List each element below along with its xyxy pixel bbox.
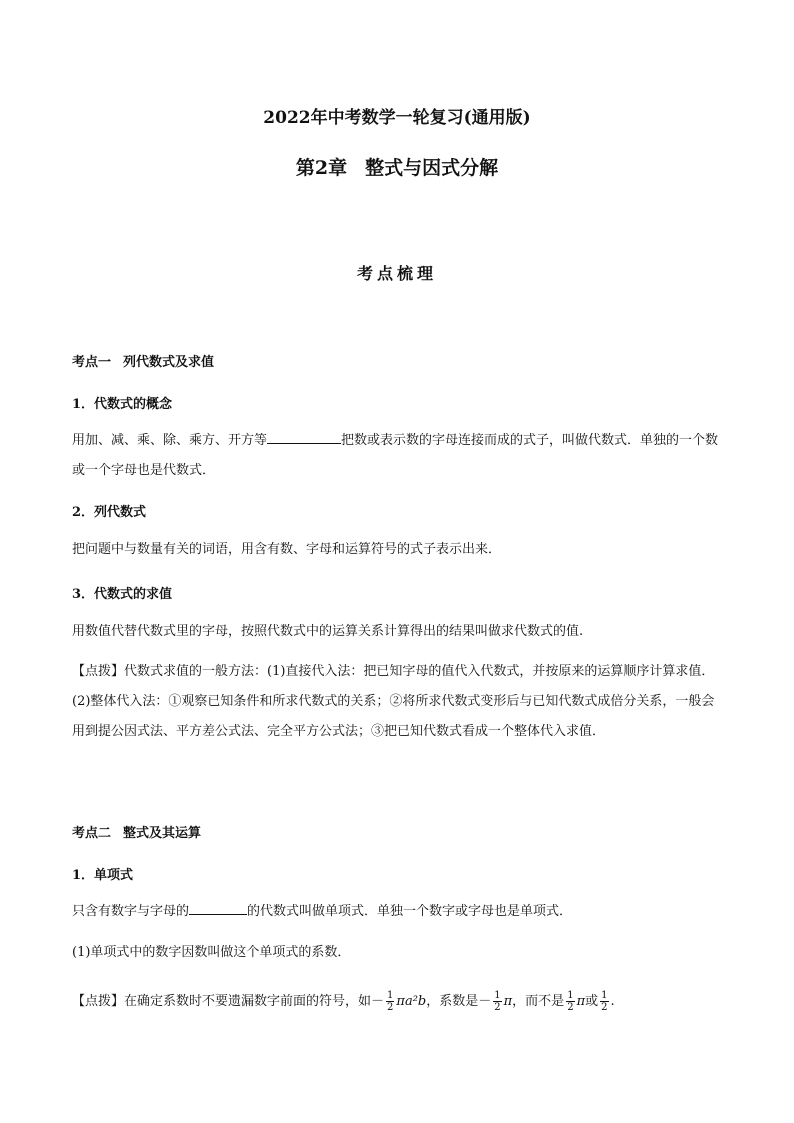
kp2-tip-text-c: ，而不是 (512, 994, 565, 1009)
kp1-s2-paragraph: 把问题中与数量有关的词语，用含有数、字母和运算符号的式子表示出来． (72, 542, 502, 557)
kp2-heading-name: 整式及其运算 (123, 826, 202, 841)
pi-symbol: π (576, 994, 586, 1009)
kp2-item1: (1)单项式中的数字因数叫做这个单项式的系数． (72, 945, 351, 960)
fraction-denominator: 2 (601, 1002, 608, 1013)
kp2-heading (72, 822, 201, 841)
kp1-heading-name: 列代数式及求值 (123, 355, 215, 370)
kp2-s1-paragraph (72, 897, 724, 927)
fraction-numerator: 1 (387, 990, 394, 1001)
pi-symbol: π (503, 994, 513, 1009)
kp2-s1-title: 1．单项式 (72, 868, 134, 883)
kp1-s1-paragraph (72, 426, 724, 486)
end-period: . (610, 994, 615, 1009)
kp1-s3-paragraph: 用数值代替代数式里的字母，按照代数式中的运算关系计算得出的结果叫做求代数式的值. (72, 624, 584, 639)
kp1-s2-title: 2．列代数式 (72, 505, 147, 520)
kp1-tip-paragraph (72, 657, 724, 747)
kp2-heading-number: 考点二 (72, 826, 112, 841)
fraction-one-half (493, 990, 501, 1013)
kp2-tip-paragraph (72, 982, 724, 1022)
fraction-denominator: 2 (494, 1002, 501, 1013)
section-heading: 考点梳理 (356, 264, 437, 283)
kp1-s1-title: 1．代数式的概念 (72, 397, 173, 412)
fraction-numerator: 1 (567, 990, 574, 1001)
chapter-number: 第2章 (295, 157, 348, 179)
kp2-tip-text-b: ，系数是－ (426, 994, 492, 1009)
expression-pi-a2b: πa²b (396, 994, 427, 1009)
chapter-title (0, 153, 794, 180)
fraction-numerator: 1 (494, 990, 501, 1001)
fraction-one-half (600, 990, 608, 1013)
kp2-s1-text-a: 只含有数字与字母的 (72, 904, 190, 919)
kp1-heading-number: 考点一 (72, 355, 112, 370)
kp2-tip-text-a: 在确定系数时不要遗漏数字前面的符号，如－ (124, 994, 385, 1009)
fraction-denominator: 2 (387, 1002, 394, 1013)
chapter-name: 整式与因式分解 (365, 157, 499, 179)
kp1-s1-text-a: 用加、减、乘、除、乘方、开方等 (72, 433, 268, 448)
fill-in-blank (267, 429, 341, 444)
document-title: 2022年中考数学一轮复习(通用版) (263, 108, 531, 128)
tip-label: 【点拨】 (72, 664, 125, 679)
kp2-s1-text-b: 的代数式叫做单项式．单独一个数字或字母也是单项式． (247, 904, 573, 919)
kp1-s1-text-b: 把数或表示数的字母连接而成的式子，叫做代数式．单独的一个数或一个字母也是代数式． (72, 433, 719, 478)
fraction-one-half (566, 990, 574, 1013)
kp1-heading (72, 351, 214, 370)
kp1-tip-text: 代数式求值的一般方法：(1)直接代入法：把已知字母的值代入代数式，并按原来的运算顺序计算求值．(2)整体代入法：①观察已知条件和所求代数式的关系；②将所求代数式变形后与已知代数式成倍分关系，一般会用到提公因式法、平方差公式法、完全平方公式法；③把已知代数式看成一个整体代入求值． (72, 664, 715, 739)
or-word: 或 (585, 994, 599, 1009)
fraction-one-half (386, 990, 394, 1013)
fill-in-blank (189, 900, 247, 915)
fraction-denominator: 2 (567, 1002, 574, 1013)
tip-label: 【点拨】 (72, 994, 125, 1009)
fraction-numerator: 1 (601, 990, 608, 1001)
kp1-s3-title: 3．代数式的求值 (72, 587, 173, 602)
